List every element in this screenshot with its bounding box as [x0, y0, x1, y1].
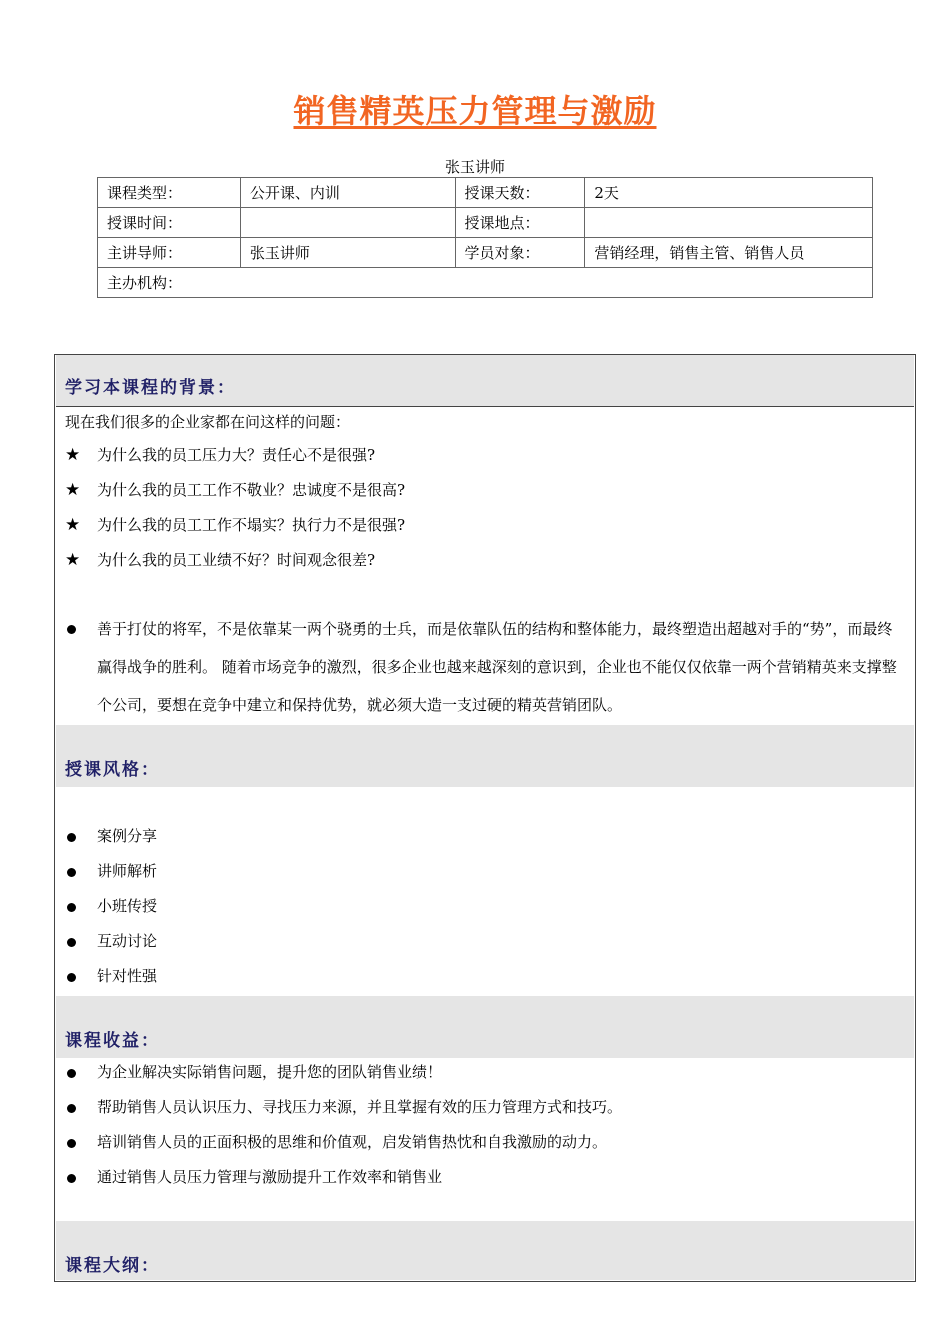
instructor-value: 张玉讲师: [240, 238, 455, 268]
question-text: 为什么我的员工工作不塌实？执行力不是很强?: [97, 516, 406, 534]
table-row: [98, 238, 873, 268]
style-heading: 授课风格：: [65, 760, 160, 780]
style-item: 讲师解析: [97, 862, 158, 880]
table-row: [98, 178, 873, 208]
bullet-icon: [67, 903, 76, 912]
bullet-icon: [67, 1139, 76, 1148]
list-item: [65, 1096, 622, 1117]
time-label: 授课时间：: [98, 208, 241, 238]
benefit-item: 通过销售人员压力管理与激励提升工作效率和销售业: [97, 1168, 443, 1186]
course-detail-box: [54, 354, 916, 1282]
bullet-icon: [67, 1069, 76, 1078]
list-item: [65, 860, 157, 881]
list-item: [65, 549, 375, 570]
list-item: [65, 1061, 442, 1082]
bullet-icon: [67, 973, 76, 982]
organizer-cell: [98, 268, 873, 298]
list-item: [65, 895, 157, 916]
outline-heading: 课程大纲：: [65, 1256, 160, 1276]
section-band: [56, 996, 914, 1058]
question-text: 为什么我的员工压力大？责任心不是很强?: [97, 446, 376, 464]
benefits-heading: 课程收益：: [65, 1031, 160, 1051]
audience-value: 营销经理，销售主管、销售人员: [585, 238, 873, 268]
location-value: [585, 208, 873, 238]
bullet-icon: [67, 1104, 76, 1113]
document-title: 销售精英压力管理与激励: [293, 92, 657, 130]
section-band: [56, 725, 914, 787]
list-item: [65, 930, 157, 951]
bullet-icon: [67, 938, 76, 947]
question-text: 为什么我的员工业绩不好？时间观念很差?: [97, 551, 376, 569]
benefit-item: 帮助销售人员认识压力、寻找压力来源，并且掌握有效的压力管理方式和技巧。: [97, 1098, 623, 1116]
question-text: 为什么我的员工工作不敬业？忠诚度不是很高?: [97, 481, 406, 499]
audience-label: 学员对象：: [455, 238, 585, 268]
star-icon: ★: [65, 445, 81, 465]
days-value: 2天: [585, 178, 873, 208]
style-item: 针对性强: [97, 967, 158, 985]
lecturer-name: 张玉讲师: [444, 158, 505, 176]
section-band: [56, 1221, 914, 1280]
star-icon: ★: [65, 480, 81, 500]
time-value: [240, 208, 455, 238]
style-item: 互动讨论: [97, 932, 158, 950]
course-info-table: [97, 177, 873, 298]
star-icon: ★: [65, 515, 81, 535]
style-item: 案例分享: [97, 827, 158, 845]
organizer-label: 主办机构：: [107, 274, 183, 292]
list-item: [65, 1131, 607, 1152]
bullet-icon: [67, 868, 76, 877]
list-item: [65, 479, 405, 500]
bullet-icon: [67, 1174, 76, 1183]
list-item: [65, 444, 375, 465]
background-heading: 学习本课程的背景：: [65, 378, 236, 398]
list-item: [65, 965, 157, 986]
course-type-value: 公开课、内训: [240, 178, 455, 208]
bullet-icon: [67, 625, 76, 634]
instructor-label: 主讲导师：: [98, 238, 241, 268]
star-icon: ★: [65, 550, 81, 570]
days-label: 授课天数：: [455, 178, 585, 208]
list-item: [65, 825, 157, 846]
background-intro: 现在我们很多的企业家都在问这样的问题：: [65, 413, 351, 431]
list-item: [65, 1166, 442, 1187]
bullet-icon: [67, 833, 76, 842]
background-paragraph: 善于打仗的将军，不是依靠某一两个骁勇的士兵，而是依靠队伍的结构和整体能力，最终塑造出超越对手的“势”，而最终赢得战争的胜利。 随着市场竞争的激烈，很多企业也越来越深刻的意识到，企业也不能仅仅依靠一两个营销精英来支撑整个公司，要想在竞争中建立和保持优势，就必须大造一支过硬的精英营销团队。: [97, 620, 897, 714]
benefit-item: 为企业解决实际销售问题，提升您的团队销售业绩！: [97, 1063, 443, 1081]
location-label: 授课地点：: [455, 208, 585, 238]
list-item: [65, 514, 405, 535]
background-paragraph-block: [65, 610, 905, 724]
style-item: 小班传授: [97, 897, 158, 915]
course-type-label: 课程类型：: [98, 178, 241, 208]
benefit-item: 培训销售人员的正面积极的思维和价值观，启发销售热忱和自我激励的动力。: [97, 1133, 608, 1151]
table-row: [98, 268, 873, 298]
table-row: [98, 208, 873, 238]
